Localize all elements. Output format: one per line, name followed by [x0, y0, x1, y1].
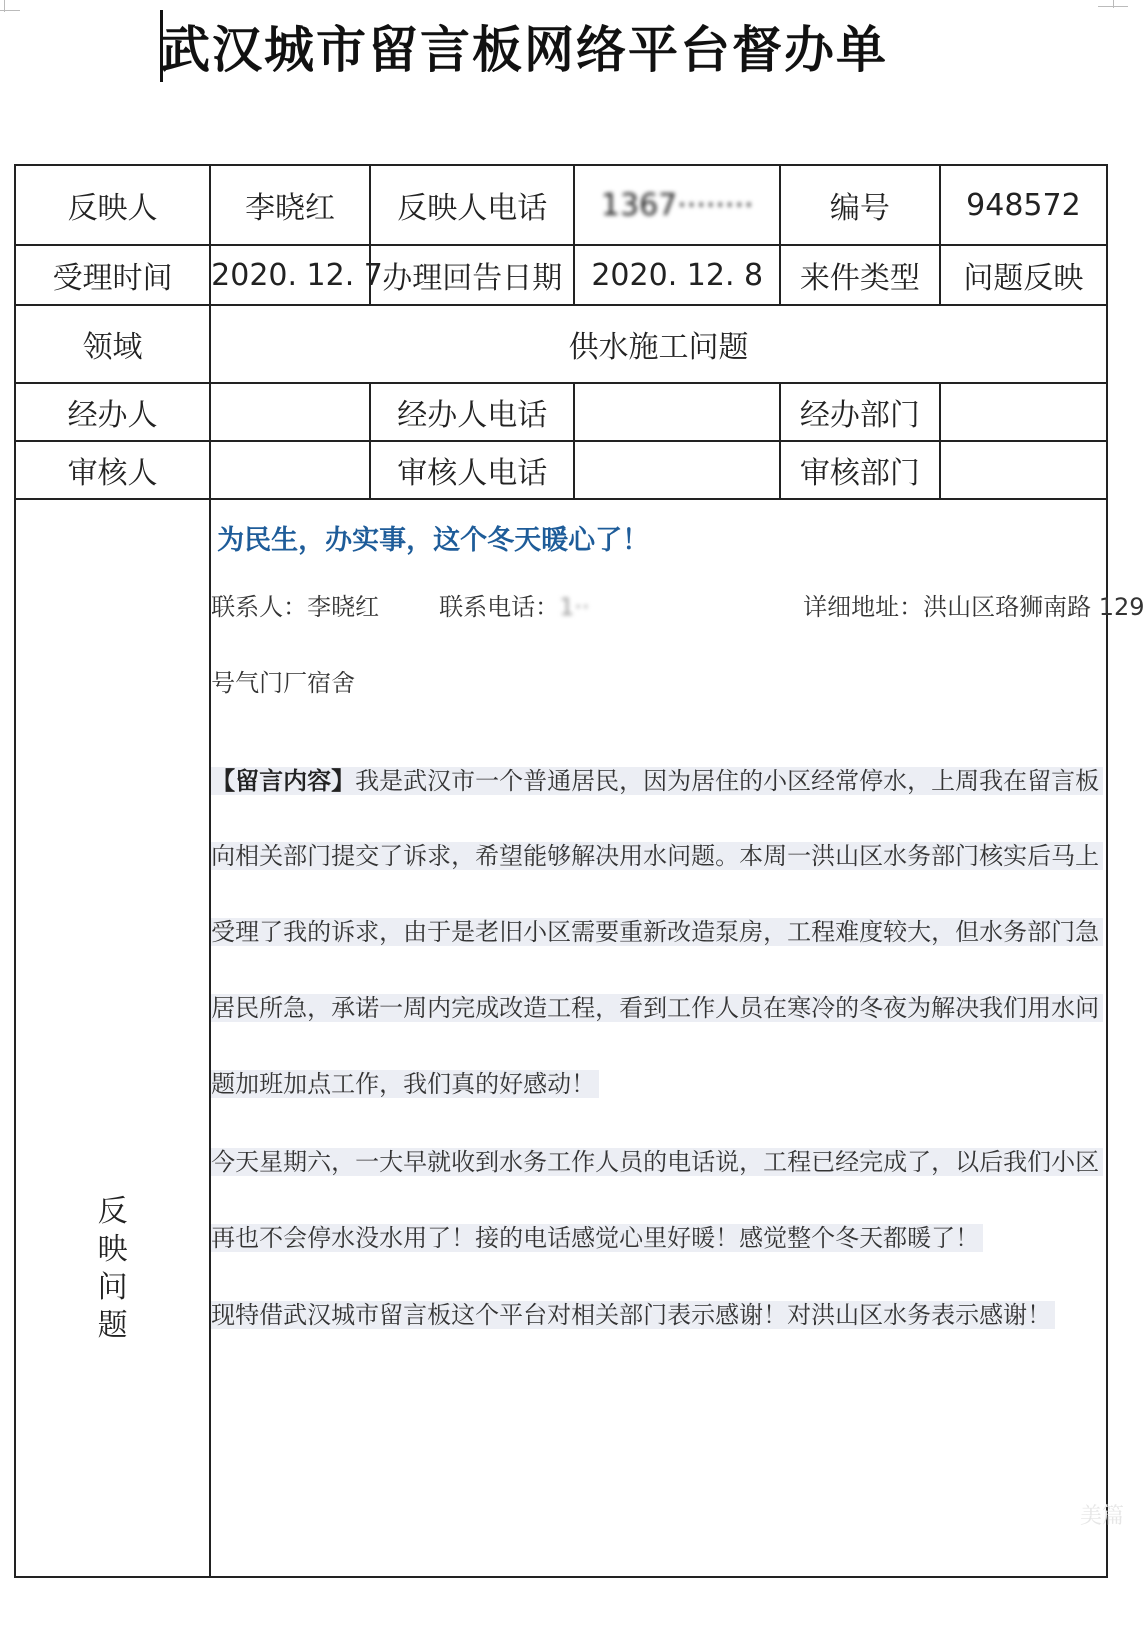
- message-tag: 【留言内容】: [211, 767, 356, 795]
- address-line: 详细地址：洪山区珞狮南路 129: [803, 593, 1145, 621]
- contact-phone-label: 联系电话：: [439, 593, 560, 621]
- message-text: 再也不会停水没水用了！接的电话感觉心里好暖！感觉整个冬天都暖了！: [211, 1224, 983, 1252]
- reviewer-phone-label: 审核人电话: [370, 441, 574, 499]
- reply-date-value: 2020. 12. 8: [574, 245, 780, 305]
- issue-content-cell: [210, 499, 1145, 1577]
- watermark: 美篇: [1079, 1504, 1124, 1529]
- table-row: [15, 499, 1107, 1577]
- handler-label: 经办人: [15, 383, 210, 441]
- message-text: 现特借武汉城市留言板这个平台对相关部门表示感谢！对洪山区水务表示感谢！: [211, 1301, 1055, 1329]
- table-row: [15, 305, 1107, 383]
- reviewer-dept-label: 审核部门: [780, 441, 940, 499]
- message-line: [211, 913, 1103, 951]
- handler-dept-label: 经办部门: [780, 383, 940, 441]
- message-line: [211, 1219, 983, 1257]
- reporter-label: 反映人: [15, 165, 210, 245]
- message-text: 居民所急，承诺一周内完成改造工程，看到工作人员在寒冷的冬夜为解决我们用水问: [211, 994, 1103, 1022]
- issue-content: [211, 500, 1145, 1576]
- issue-headline: 为民生，办实事，这个冬天暖心了！: [217, 525, 650, 556]
- reviewer-value: [210, 441, 370, 499]
- reviewer-dept-value: [940, 441, 1107, 499]
- message-text: 受理了我的诉求，由于是老旧小区需要重新改造泵房，工程难度较大，但水务部门急: [211, 918, 1103, 946]
- handler-value: [210, 383, 370, 441]
- contact-line: [211, 588, 590, 626]
- reviewer-label: 审核人: [15, 441, 210, 499]
- reporter-phone-label: 反映人电话: [370, 165, 574, 245]
- message-text: 今天星期六，一大早就收到水务工作人员的电话说，工程已经完成了，以后我们小区: [211, 1148, 1103, 1176]
- crop-mark: [1098, 6, 1128, 7]
- id-label: 编号: [780, 165, 940, 245]
- issue-side-cell: [15, 499, 210, 1577]
- reviewer-phone-value: [574, 441, 780, 499]
- message-line: [211, 762, 1103, 800]
- table-row: [15, 165, 1107, 245]
- message-line: [211, 1296, 1055, 1334]
- field-value: 供水施工问题: [210, 305, 1107, 383]
- accept-time-label: 受理时间: [15, 245, 210, 305]
- message-line: [211, 1143, 1103, 1181]
- contact-name: 联系人：李晓红: [211, 593, 380, 621]
- accept-time-value: 2020. 12. 7: [210, 245, 370, 305]
- message-text: 我是武汉市一个普通居民，因为居住的小区经常停水，上周我在留言板: [355, 767, 1100, 795]
- page-title: 武汉城市留言板网络平台督办单: [160, 21, 888, 79]
- issue-side-label: 反映问题: [97, 1194, 128, 1343]
- field-label: 领域: [15, 305, 210, 383]
- table-row: [15, 441, 1107, 499]
- crop-mark: [0, 10, 20, 11]
- address-continuation: 号气门厂宿舍: [211, 669, 356, 697]
- message-text: 向相关部门提交了诉求，希望能够解决用水问题。本周一洪山区水务部门核实后马上: [211, 842, 1103, 870]
- message-text: 题加班加点工作，我们真的好感动！: [211, 1070, 599, 1098]
- id-value: 948572: [940, 165, 1107, 245]
- table-row: [15, 245, 1107, 305]
- table-row: [15, 383, 1107, 441]
- message-line: [211, 989, 1103, 1027]
- type-label: 来件类型: [780, 245, 940, 305]
- handler-dept-value: [940, 383, 1107, 441]
- contact-phone-value: 1··: [559, 593, 590, 621]
- handler-phone-label: 经办人电话: [370, 383, 574, 441]
- reporter-phone-value: 1367········: [574, 165, 780, 245]
- message-line: [211, 1065, 599, 1103]
- reply-date-label: 办理回告日期: [370, 245, 574, 305]
- reporter-value: 李晓红: [210, 165, 370, 245]
- supervision-form-table: [14, 164, 1145, 1578]
- type-value: 问题反映: [940, 245, 1107, 305]
- handler-phone-value: [574, 383, 780, 441]
- message-line: [211, 837, 1103, 875]
